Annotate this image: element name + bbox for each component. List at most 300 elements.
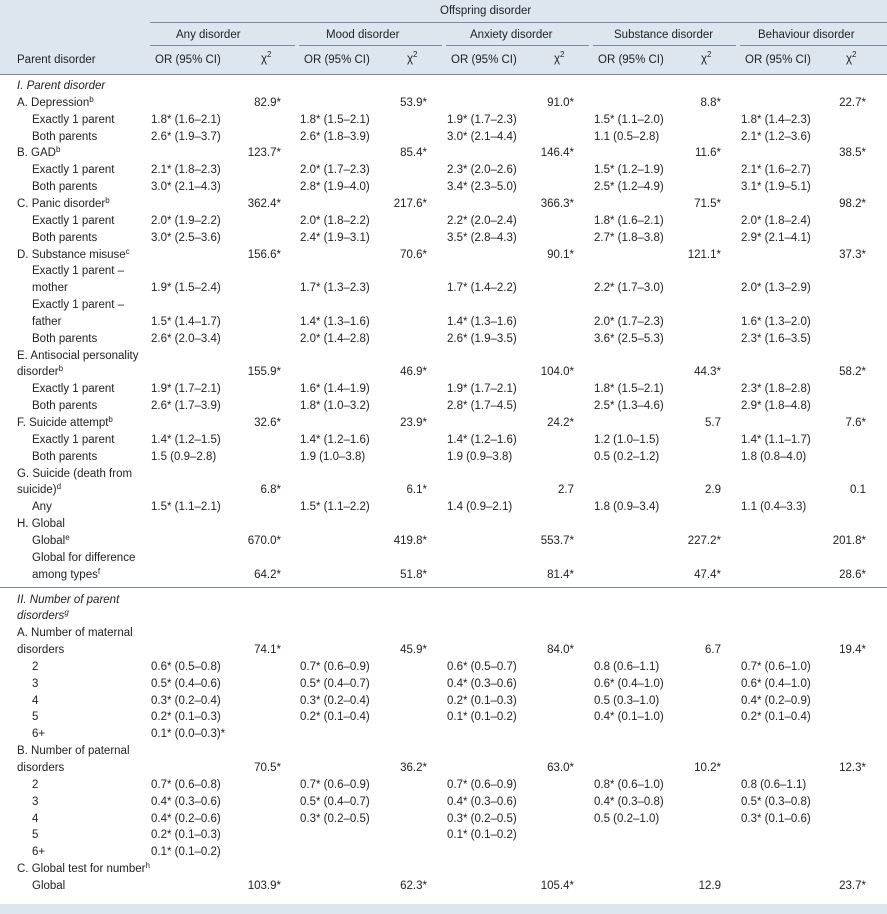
or-ci-col-heading: OR (95% CI) bbox=[304, 54, 370, 66]
odds-ratio-value: 1.5* (1.4–1.7) bbox=[151, 315, 221, 328]
parent-disorder-col-heading: Parent disorder bbox=[17, 54, 96, 66]
odds-ratio-value: 1.8* (1.5–2.1) bbox=[594, 383, 664, 396]
row-label bbox=[32, 382, 114, 396]
row-label bbox=[17, 467, 132, 481]
odds-ratio-value: 0.7* (0.6–1.0) bbox=[741, 660, 811, 673]
odds-ratio-value: 1.4* (1.2–1.6) bbox=[300, 433, 370, 446]
odds-ratio-value: 1.8* (1.6–2.1) bbox=[151, 113, 221, 126]
odds-ratio-value: 2.9* (1.8–4.8) bbox=[741, 400, 811, 413]
row-label-text: II. Number of parent bbox=[17, 593, 120, 606]
odds-ratio-value: 2.0* (1.7–2.3) bbox=[594, 315, 664, 328]
row-label-text: Both parents bbox=[32, 400, 98, 413]
chi-square-value: 6.1* bbox=[406, 484, 427, 497]
odds-ratio-value: 1.7* (1.4–2.2) bbox=[447, 282, 517, 295]
row-label-text: Global bbox=[32, 879, 66, 892]
row-label bbox=[32, 551, 135, 565]
row-label-text: E. Antisocial personality bbox=[17, 349, 139, 362]
or-ci-col-heading: OR (95% CI) bbox=[745, 54, 811, 66]
chi-square-value: 82.9* bbox=[254, 96, 281, 109]
section-divider bbox=[0, 587, 887, 588]
odds-ratio-value: 0.6* (0.5–0.8) bbox=[151, 660, 221, 673]
chi-square-value: 38.5* bbox=[839, 147, 866, 160]
odds-ratio-value: 2.5* (1.2–4.9) bbox=[594, 181, 664, 194]
chi-square-value: 45.9* bbox=[400, 644, 427, 657]
odds-ratio-value: 0.3* (0.2–0.4) bbox=[300, 694, 370, 707]
odds-ratio-value: 0.4* (0.2–0.6) bbox=[151, 812, 221, 825]
odds-ratio-value: 0.3* (0.2–0.5) bbox=[447, 812, 517, 825]
odds-ratio-value: 1.9* (1.7–2.3) bbox=[447, 113, 517, 126]
odds-ratio-value: 1.8* (1.6–2.1) bbox=[594, 214, 664, 227]
row-label-text: 6+ bbox=[32, 728, 46, 741]
chi-square-value: 217.6* bbox=[393, 197, 427, 210]
row-label bbox=[17, 609, 69, 623]
odds-ratio-value: 1.8 (0.8–4.0) bbox=[741, 450, 807, 463]
odds-ratio-value: 1.4* (1.3–1.6) bbox=[447, 315, 517, 328]
footnote-marker: f bbox=[97, 566, 101, 576]
row-label-text: Exactly 1 parent bbox=[32, 164, 115, 177]
chi-square-value: 123.7* bbox=[247, 147, 281, 160]
odds-ratio-value: 1.6* (1.4–1.9) bbox=[300, 383, 370, 396]
row-label-text: Both parents bbox=[32, 231, 98, 244]
odds-ratio-value: 1.5* (1.2–1.9) bbox=[594, 164, 664, 177]
row-label bbox=[32, 163, 114, 177]
odds-ratio-value: 2.8* (1.7–4.5) bbox=[447, 400, 517, 413]
odds-ratio-value: 1.5* (1.1–2.2) bbox=[300, 501, 370, 514]
chi-square-value: 103.9* bbox=[247, 879, 281, 892]
chi-square-value: 10.2* bbox=[694, 762, 721, 774]
group-heading-behaviour: Behaviour disorder bbox=[758, 29, 855, 41]
footnote-marker: d bbox=[56, 482, 62, 492]
row-label-text: mother bbox=[32, 282, 68, 295]
odds-ratio-value: 0.1* (0.1–0.2) bbox=[447, 829, 517, 842]
footnote-marker: h bbox=[145, 861, 150, 871]
row-label bbox=[32, 231, 97, 245]
odds-ratio-value: 1.4* (1.2–1.5) bbox=[151, 433, 221, 446]
footnote-marker: c bbox=[125, 246, 130, 256]
odds-ratio-value: 0.6* (0.4–1.0) bbox=[741, 677, 811, 690]
chi-superscript: 2 bbox=[413, 50, 418, 59]
group-heading-any: Any disorder bbox=[176, 29, 241, 41]
row-label bbox=[32, 795, 38, 809]
odds-ratio-value: 1.4 (0.9–2.1) bbox=[447, 501, 513, 514]
row-label bbox=[17, 349, 138, 363]
odds-ratio-value: 2.1* (1.6–2.7) bbox=[741, 164, 811, 177]
row-label bbox=[32, 660, 38, 674]
row-label-text: 2 bbox=[32, 778, 39, 791]
odds-ratio-value: 1.6* (1.3–2.0) bbox=[741, 315, 811, 328]
chi-square-value: 155.9* bbox=[247, 366, 281, 379]
odds-ratio-value: 0.4* (0.3–0.8) bbox=[594, 795, 664, 808]
row-label bbox=[32, 281, 68, 295]
odds-ratio-value: 1.9* (1.5–2.4) bbox=[151, 282, 221, 295]
odds-ratio-value: 2.0* (1.8–2.2) bbox=[300, 214, 370, 227]
chi-square-value: 58.2* bbox=[839, 366, 866, 379]
chi-square-col-heading bbox=[701, 52, 712, 66]
chi-symbol: χ bbox=[846, 53, 853, 65]
chi-square-value: 2.9 bbox=[705, 484, 721, 497]
row-label-text: 4 bbox=[32, 694, 39, 707]
row-label bbox=[32, 332, 97, 346]
row-label bbox=[32, 727, 45, 741]
odds-ratio-value: 1.9 (1.0–3.8) bbox=[300, 450, 366, 463]
row-label bbox=[32, 450, 97, 464]
row-label bbox=[32, 568, 100, 582]
odds-ratio-value: 2.3* (1.8–2.8) bbox=[741, 383, 811, 396]
row-label-text: F. Suicide attempt bbox=[17, 417, 109, 429]
chi-square-value: 64.2* bbox=[254, 568, 281, 581]
chi-symbol: χ bbox=[701, 53, 708, 65]
chi-square-value: 37.3* bbox=[839, 248, 866, 261]
odds-ratio-value: 0.4* (0.3–0.6) bbox=[447, 677, 517, 690]
row-label-text: Exactly 1 parent – bbox=[32, 265, 125, 278]
odds-ratio-value: 0.7* (0.6–0.9) bbox=[300, 660, 370, 673]
odds-ratio-value: 0.2* (0.1–0.4) bbox=[741, 711, 811, 724]
row-label bbox=[32, 534, 70, 548]
chi-square-value: 36.2* bbox=[400, 762, 427, 774]
odds-ratio-value: 0.4* (0.3–0.6) bbox=[447, 795, 517, 808]
chi-square-value: 74.1* bbox=[254, 644, 281, 657]
table-footer-band bbox=[0, 904, 887, 914]
or-ci-col-heading: OR (95% CI) bbox=[155, 54, 221, 66]
chi-square-value: 51.8* bbox=[400, 568, 427, 581]
footnote-marker: e bbox=[65, 532, 70, 542]
row-label bbox=[32, 828, 38, 842]
chi-square-value: 28.6* bbox=[839, 568, 866, 581]
row-label bbox=[32, 113, 114, 127]
group-rule-behaviour bbox=[740, 45, 887, 46]
odds-ratio-value: 2.0* (1.7–2.3) bbox=[300, 164, 370, 177]
row-label-text: 5 bbox=[32, 711, 39, 724]
odds-ratio-value: 1.4* (1.3–1.6) bbox=[300, 315, 370, 328]
chi-square-value: 201.8* bbox=[832, 534, 866, 547]
row-label-text: 3 bbox=[32, 677, 39, 690]
header-rule-top bbox=[150, 22, 887, 23]
odds-ratio-value: 1.9 (0.9–3.8) bbox=[447, 450, 513, 463]
odds-ratio-value: 0.2* (0.1–0.4) bbox=[300, 711, 370, 724]
odds-ratio-value: 1.2 (1.0–1.5) bbox=[594, 433, 660, 446]
row-label-text: A. Number of maternal bbox=[17, 627, 133, 640]
chi-square-value: 22.7* bbox=[839, 96, 866, 109]
chi-square-value: 11.6* bbox=[694, 147, 721, 160]
row-label-text: suicide) bbox=[17, 484, 57, 497]
odds-ratio-value: 0.3* (0.1–0.6) bbox=[741, 812, 811, 825]
odds-ratio-value: 3.4* (2.3–5.0) bbox=[447, 181, 517, 194]
chi-square-value: 156.6* bbox=[247, 248, 281, 261]
row-label-text: 5 bbox=[32, 829, 39, 842]
odds-ratio-value: 2.6* (1.9–3.7) bbox=[151, 130, 221, 143]
odds-ratio-value: 0.8* (0.6–1.0) bbox=[594, 778, 664, 791]
chi-symbol: χ bbox=[261, 53, 268, 65]
chi-square-col-heading bbox=[554, 52, 565, 66]
odds-ratio-value: 0.5* (0.4–0.6) bbox=[151, 677, 221, 690]
row-label bbox=[17, 96, 94, 110]
row-label bbox=[17, 862, 150, 876]
chi-square-value: 105.4* bbox=[540, 879, 574, 892]
row-label bbox=[32, 264, 124, 278]
odds-ratio-value: 0.6* (0.4–1.0) bbox=[594, 677, 664, 690]
row-label-text: G. Suicide (death from bbox=[17, 467, 133, 480]
footnote-marker: b bbox=[108, 415, 113, 424]
row-label bbox=[32, 710, 38, 724]
row-label bbox=[32, 433, 114, 447]
row-label bbox=[17, 197, 110, 211]
odds-ratio-value: 1.4* (1.2–1.6) bbox=[447, 433, 517, 446]
row-label-text: disorders bbox=[17, 644, 65, 657]
row-label bbox=[32, 812, 38, 826]
row-label bbox=[17, 365, 63, 379]
row-label-text: 3 bbox=[32, 795, 39, 808]
chi-square-value: 70.6* bbox=[400, 248, 427, 261]
row-label bbox=[32, 845, 45, 859]
chi-square-value: 85.4* bbox=[400, 147, 427, 160]
row-label bbox=[32, 180, 97, 194]
row-label bbox=[17, 643, 64, 657]
odds-ratio-value: 0.1* (0.0–0.3)* bbox=[151, 728, 226, 741]
odds-ratio-value: 2.6* (2.0–3.4) bbox=[151, 332, 221, 345]
row-label bbox=[17, 483, 61, 497]
odds-ratio-value: 2.0* (1.8–2.4) bbox=[741, 214, 811, 227]
footnote-marker: g bbox=[64, 608, 69, 618]
row-label bbox=[17, 416, 113, 430]
odds-ratio-value: 2.1* (1.8–2.3) bbox=[151, 164, 221, 177]
chi-square-col-heading bbox=[846, 52, 857, 66]
row-label-text: Exactly 1 parent bbox=[32, 113, 115, 126]
chi-square-value: 70.5* bbox=[254, 762, 281, 774]
chi-superscript: 2 bbox=[852, 50, 857, 59]
odds-ratio-value: 0.2* (0.1–0.3) bbox=[447, 694, 517, 707]
odds-ratio-value: 2.5* (1.3–4.6) bbox=[594, 400, 664, 413]
row-label-text: B. Number of paternal bbox=[17, 745, 130, 758]
chi-square-value: 32.6* bbox=[254, 417, 281, 429]
chi-square-value: 362.4* bbox=[247, 197, 281, 210]
odds-ratio-value: 2.3* (1.6–3.5) bbox=[741, 332, 811, 345]
chi-superscript: 2 bbox=[707, 50, 712, 59]
chi-square-value: 7.6* bbox=[845, 417, 866, 429]
row-label bbox=[32, 677, 38, 691]
row-label bbox=[17, 248, 130, 262]
chi-square-value: 47.4* bbox=[694, 568, 721, 581]
odds-ratio-value: 2.0* (1.3–2.9) bbox=[741, 282, 811, 295]
odds-ratio-value: 1.5* (1.1–2.0) bbox=[594, 113, 664, 126]
chi-square-value: 227.2* bbox=[687, 534, 721, 547]
odds-ratio-value: 0.8 (0.6–1.1) bbox=[741, 778, 807, 791]
row-label-text: C. Panic disorder bbox=[17, 197, 106, 210]
row-label-text: 4 bbox=[32, 812, 39, 825]
odds-ratio-value: 1.8* (1.4–2.3) bbox=[741, 113, 811, 126]
chi-square-value: 90.1* bbox=[547, 248, 574, 261]
chi-square-value: 62.3* bbox=[400, 879, 427, 892]
odds-ratio-value: 1.1 (0.4–3.3) bbox=[741, 501, 807, 514]
row-label-text: Exactly 1 parent – bbox=[32, 299, 125, 312]
odds-ratio-value: 1.5 (0.9–2.8) bbox=[151, 450, 217, 463]
group-heading-anxiety: Anxiety disorder bbox=[470, 29, 553, 41]
row-label bbox=[17, 744, 130, 758]
footnote-marker: b bbox=[58, 364, 64, 374]
odds-ratio-value: 0.1* (0.1–0.2) bbox=[151, 846, 221, 859]
row-label-text: Any bbox=[32, 501, 52, 514]
chi-square-value: 84.0* bbox=[547, 644, 574, 657]
odds-ratio-value: 1.4* (1.1–1.7) bbox=[741, 433, 811, 446]
group-heading-mood: Mood disorder bbox=[326, 29, 400, 41]
row-label-text: D. Substance misuse bbox=[17, 248, 126, 261]
row-label bbox=[17, 146, 60, 160]
odds-ratio-value: 2.2* (2.0–2.4) bbox=[447, 214, 517, 227]
row-label bbox=[32, 130, 97, 144]
chi-square-value: 44.3* bbox=[694, 366, 721, 379]
odds-ratio-value: 1.8* (1.0–3.2) bbox=[300, 400, 370, 413]
odds-ratio-value: 1.9* (1.7–2.1) bbox=[151, 383, 221, 396]
chi-square-value: 146.4* bbox=[540, 147, 574, 160]
odds-ratio-value: 3.1* (1.9–5.1) bbox=[741, 181, 811, 194]
odds-ratio-value: 2.6* (1.7–3.9) bbox=[151, 400, 221, 413]
chi-square-value: 8.8* bbox=[700, 96, 721, 109]
chi-superscript: 2 bbox=[560, 50, 565, 59]
chi-square-value: 553.7* bbox=[540, 534, 574, 547]
row-label bbox=[17, 761, 64, 775]
odds-ratio-value: 0.4* (0.2–0.9) bbox=[741, 694, 811, 707]
odds-ratio-value: 3.0* (2.5–3.6) bbox=[151, 231, 221, 244]
chi-square-value: 63.0* bbox=[547, 762, 574, 774]
row-label-text: disorders bbox=[17, 762, 65, 774]
odds-ratio-value: 2.7* (1.8–3.8) bbox=[594, 231, 664, 244]
row-label bbox=[32, 399, 97, 413]
odds-ratio-value: 0.3* (0.2–0.5) bbox=[300, 812, 370, 825]
chi-square-value: 12.9 bbox=[698, 879, 721, 892]
chi-square-value: 24.2* bbox=[547, 417, 574, 429]
group-rule-any bbox=[150, 45, 295, 46]
odds-ratio-value: 1.1 (0.5–2.8) bbox=[594, 130, 660, 143]
chi-square-value: 53.9* bbox=[400, 96, 427, 109]
odds-ratio-value: 2.6* (1.8–3.9) bbox=[300, 130, 370, 143]
or-ci-col-heading: OR (95% CI) bbox=[598, 54, 664, 66]
row-label bbox=[32, 214, 114, 228]
row-label-text: Both parents bbox=[32, 332, 98, 345]
odds-ratio-value: 0.5* (0.4–0.7) bbox=[300, 677, 370, 690]
row-label bbox=[17, 517, 65, 531]
row-label-text: 6+ bbox=[32, 846, 46, 859]
chi-square-col-heading bbox=[261, 52, 272, 66]
chi-square-value: 91.0* bbox=[547, 96, 574, 109]
odds-ratio-value: 3.0* (2.1–4.3) bbox=[151, 181, 221, 194]
group-rule-mood bbox=[299, 45, 442, 46]
odds-ratio-value: 0.2* (0.1–0.3) bbox=[151, 829, 221, 842]
odds-ratio-value: 2.9* (2.1–4.1) bbox=[741, 231, 811, 244]
odds-ratio-value: 0.4* (0.1–1.0) bbox=[594, 711, 664, 724]
chi-square-value: 98.2* bbox=[839, 197, 866, 210]
row-label-text: Both parents bbox=[32, 450, 98, 463]
chi-square-value: 366.3* bbox=[540, 197, 574, 210]
row-label-text: H. Global bbox=[17, 518, 65, 531]
chi-square-value: 23.7* bbox=[839, 879, 866, 892]
chi-square-col-heading bbox=[407, 52, 418, 66]
odds-ratio-value: 0.5 (0.2–1.0) bbox=[594, 812, 660, 825]
row-label-text: Both parents bbox=[32, 130, 98, 143]
chi-square-value: 104.0* bbox=[540, 366, 574, 379]
odds-ratio-value: 2.0* (1.9–2.2) bbox=[151, 214, 221, 227]
chi-square-value: 81.4* bbox=[547, 568, 574, 581]
group-rule-substance bbox=[593, 45, 736, 46]
chi-square-value: 46.9* bbox=[400, 366, 427, 379]
row-label-text: disorder bbox=[17, 366, 59, 379]
row-label-text: Global for difference bbox=[32, 551, 136, 564]
row-label-text: I. Parent disorder bbox=[17, 80, 106, 92]
chi-square-value: 6.7 bbox=[705, 644, 721, 657]
row-label-text: B. GAD bbox=[17, 147, 56, 160]
odds-ratio-value: 0.6* (0.5–0.7) bbox=[447, 660, 517, 673]
odds-ratio-value: 1.8* (1.5–2.1) bbox=[300, 113, 370, 126]
odds-ratio-value: 0.7* (0.6–0.9) bbox=[300, 778, 370, 791]
row-label bbox=[17, 626, 133, 640]
row-label-text: disorders bbox=[17, 610, 65, 623]
row-label-text: Exactly 1 parent bbox=[32, 433, 115, 446]
odds-ratio-value: 2.3* (2.0–2.6) bbox=[447, 164, 517, 177]
row-label-text: C. Global test for number bbox=[17, 863, 146, 876]
odds-ratio-value: 2.1* (1.2–3.6) bbox=[741, 130, 811, 143]
odds-ratio-value: 2.2* (1.7–3.0) bbox=[594, 282, 664, 295]
row-label-text: 2 bbox=[32, 660, 39, 673]
chi-square-value: 19.4* bbox=[839, 644, 866, 657]
row-label-text: father bbox=[32, 315, 62, 328]
chi-superscript: 2 bbox=[267, 50, 272, 59]
footnote-marker: b bbox=[89, 94, 94, 104]
odds-ratio-value: 0.5* (0.3–0.8) bbox=[741, 795, 811, 808]
row-label-text: among types bbox=[32, 568, 98, 581]
row-label-text: Exactly 1 parent bbox=[32, 214, 115, 227]
odds-ratio-value: 0.7* (0.6–0.8) bbox=[151, 778, 221, 791]
row-label bbox=[32, 500, 52, 514]
chi-square-value: 419.8* bbox=[393, 534, 427, 547]
odds-ratio-value: 3.0* (2.1–4.4) bbox=[447, 130, 517, 143]
row-label bbox=[32, 778, 38, 792]
row-label-text: Global bbox=[32, 534, 66, 547]
chi-square-value: 5.7 bbox=[705, 417, 721, 429]
odds-ratio-value: 1.9* (1.7–2.1) bbox=[447, 383, 517, 396]
odds-ratio-value: 0.1* (0.1–0.2) bbox=[447, 711, 517, 724]
odds-ratio-value: 3.5* (2.8–4.3) bbox=[447, 231, 517, 244]
odds-ratio-value: 1.5* (1.1–2.1) bbox=[151, 501, 221, 514]
chi-symbol: χ bbox=[554, 53, 561, 65]
footnote-marker: b bbox=[55, 145, 61, 155]
row-label bbox=[17, 593, 119, 607]
odds-ratio-value: 1.8 (0.9–3.4) bbox=[594, 501, 660, 514]
chi-square-value: 121.1* bbox=[687, 248, 721, 261]
footnote-marker: b bbox=[105, 195, 110, 205]
chi-square-value: 6.8* bbox=[260, 484, 281, 497]
offspring-disorder-heading: Offspring disorder bbox=[440, 5, 532, 17]
chi-square-value: 670.0* bbox=[247, 534, 281, 547]
odds-ratio-value: 0.8 (0.6–1.1) bbox=[594, 660, 660, 673]
odds-ratio-value: 2.0* (1.4–2.8) bbox=[300, 332, 370, 345]
group-rule-anxiety bbox=[446, 45, 589, 46]
odds-ratio-value: 0.5 (0.3–1.0) bbox=[594, 694, 660, 707]
odds-ratio-value: 0.5 (0.2–1.2) bbox=[594, 450, 660, 463]
row-label bbox=[32, 879, 65, 893]
chi-square-value: 12.3* bbox=[839, 762, 866, 774]
header-rule-bottom bbox=[0, 74, 887, 75]
chi-square-value: 71.5* bbox=[694, 197, 721, 210]
chi-square-value: 0.1 bbox=[850, 484, 866, 497]
row-label bbox=[32, 298, 124, 312]
row-label bbox=[17, 79, 105, 93]
row-label-text: A. Depression bbox=[17, 96, 90, 109]
group-heading-substance: Substance disorder bbox=[614, 29, 714, 41]
row-label bbox=[32, 694, 38, 708]
odds-ratio-value: 2.6* (1.9–3.5) bbox=[447, 332, 517, 345]
odds-ratio-value: 0.3* (0.2–0.4) bbox=[151, 694, 221, 707]
chi-square-value: 2.7 bbox=[558, 484, 574, 497]
row-label-text: Both parents bbox=[32, 181, 98, 194]
or-ci-col-heading: OR (95% CI) bbox=[451, 54, 517, 66]
